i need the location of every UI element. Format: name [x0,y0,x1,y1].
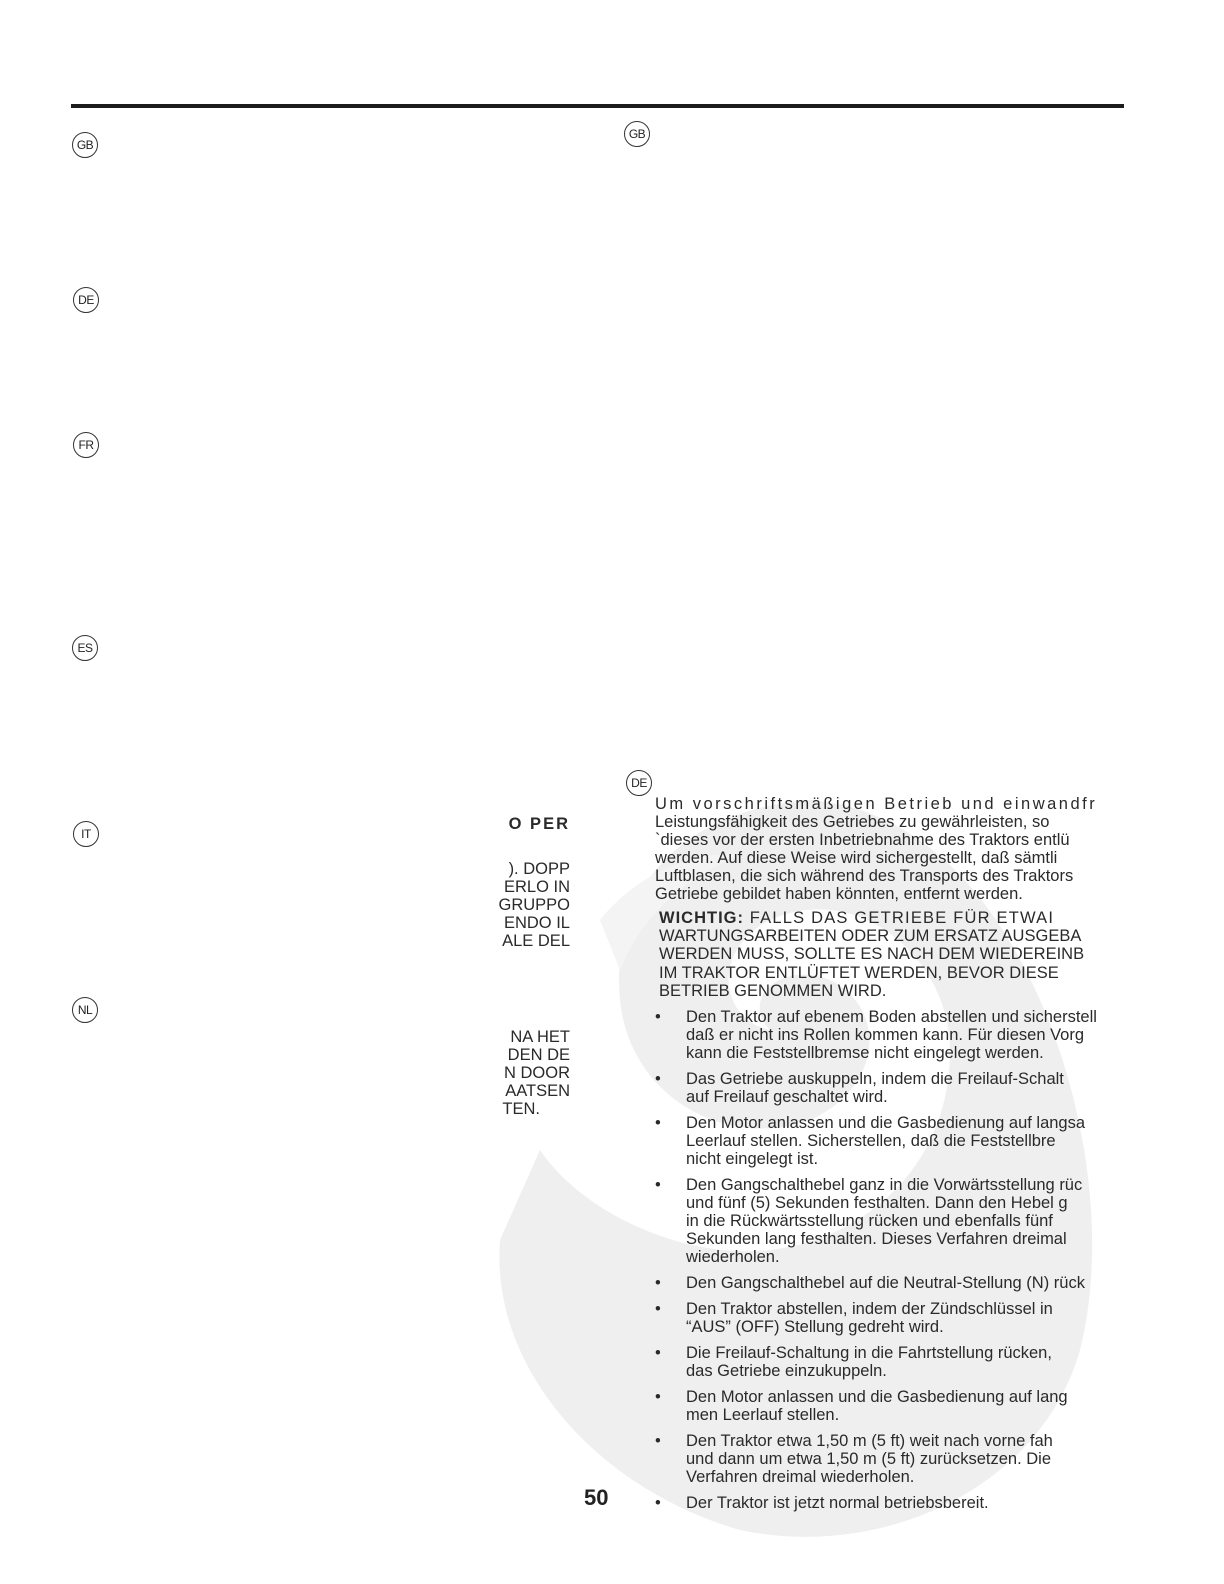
de-intro-line: werden. Auf diese Weise wird sichergestellt, daß sämtli [655,849,1058,867]
bullet-icon: • [655,1432,661,1451]
language-badge-nl-left: NL [72,997,98,1023]
de-warning-line: WERDEN MUSS, SOLLTE ES NACH DEM WIEDEREINB [659,945,1085,964]
language-badge-de-right: DE [626,770,652,796]
de-step-line: Die Freilauf-Schaltung in die Fahrtstellung rücken, [686,1344,1052,1363]
de-warning-line: IM TRAKTOR ENTLÜFTET WERDEN, BEVOR DIESE [659,963,1059,982]
bullet-icon: • [655,1300,661,1319]
de-step-item [655,1070,1103,1106]
de-intro-line: Luftblasen, die sich während des Transports des Traktors [655,867,1074,885]
de-step-item [655,1114,1103,1168]
bullet-icon: • [655,1008,661,1027]
de-step-item [655,1008,1103,1062]
de-step-item [655,1494,1103,1512]
de-step-item [655,1344,1103,1380]
de-warning-line [659,909,1103,927]
bullet-icon: • [655,1274,661,1293]
de-intro-line: Getriebe gebildet haben könnten, entfernt werden. [655,885,1023,903]
nl-fragment-line: TEN. [502,1100,540,1118]
de-step-line: in die Rückwärtsstellung rücken und ebenfalls fünf [686,1212,1053,1231]
de-warning-label: WICHTIG: [659,909,744,927]
de-step-line: Den Motor anlassen und die Gasbedienung auf lang [686,1388,1068,1407]
bullet-icon: • [655,1494,661,1513]
de-step-line: daß er nicht ins Rollen kommen kann. Für diesen Vorg [686,1026,1085,1045]
de-step-line: Den Gangschalthebel auf die Neutral-Stellung (N) rück [686,1274,1085,1293]
language-badge-it-left: IT [73,821,99,847]
de-step-item [655,1274,1103,1292]
de-step-line: “AUS” (OFF) Stellung gedreht wird. [686,1318,944,1337]
de-step-line: nicht eingelegt ist. [686,1150,819,1169]
de-warning-block [655,909,1103,1000]
bullet-icon: • [655,1070,661,1089]
it-fragment-line: ALE DEL [502,932,570,950]
de-step-line: Den Motor anlassen und die Gasbedienung auf langsa [686,1114,1086,1133]
language-badge-gb-left: GB [72,132,98,158]
bullet-icon: • [655,1114,661,1133]
bullet-icon: • [655,1388,661,1407]
de-warning-line: WARTUNGSARBEITEN ODER ZUM ERSATZ AUSGEBA [659,927,1082,946]
language-badge-gb-right: GB [624,121,650,147]
de-warning-first: FALLS DAS GETRIEBE FÜR ETWAI [743,909,1055,927]
bullet-icon: • [655,1176,661,1195]
nl-fragment-line: AATSEN [505,1082,570,1100]
de-step-item [655,1300,1103,1336]
de-intro-line: Leistungsfähigkeit des Getriebes zu gewährleisten, so [655,813,1050,831]
page-number: 50 [584,1485,609,1510]
it-fragment-line: GRUPPO [498,896,570,914]
de-intro-paragraph [655,795,1103,903]
bullet-icon: • [655,1344,661,1363]
de-step-line: Der Traktor ist jetzt normal betriebsbereit. [686,1494,989,1513]
language-badge-es-left: ES [72,635,98,661]
de-step-line: wiederholen. [686,1248,780,1267]
de-step-line: Den Gangschalthebel ganz in die Vorwärtsstellung rüc [686,1176,1083,1195]
de-step-line: das Getriebe einzukuppeln. [686,1362,887,1381]
de-step-line: men Leerlauf stellen. [686,1406,840,1425]
de-step-line: Verfahren dreimal wiederholen. [686,1468,915,1487]
de-step-line: Den Traktor auf ebenem Boden abstellen und sicherstell [686,1008,1097,1027]
de-step-line: und fünf (5) Sekunden festhalten. Dann den Hebel g [686,1194,1068,1213]
header-rule [71,104,1124,108]
de-step-line: auf Freilauf geschaltet wird. [686,1088,888,1107]
de-intro-line: `dieses vor der ersten Inbetriebnahme des Traktors entlü [655,831,1070,849]
de-step-line: und dann um etwa 1,50 m (5 ft) zurücksetzen. Die [686,1450,1052,1469]
it-fragment-line: ENDO IL [503,914,570,932]
de-step-line: kann die Feststellbremse nicht eingelegt werden. [686,1044,1044,1063]
de-step-item [655,1432,1103,1486]
language-badge-de-left: DE [73,287,99,313]
language-badge-fr-left: FR [73,432,99,458]
nl-fragment-line: N DOOR [504,1064,570,1082]
de-step-line: Leerlauf stellen. Sicherstellen, daß die Feststellbre [686,1132,1056,1151]
de-step-item [655,1176,1103,1266]
nl-fragment-line: DEN DE [507,1046,570,1064]
de-steps-list [655,1008,1103,1512]
de-section [655,795,1103,1520]
de-step-line: Sekunden lang festhalten. Dieses Verfahren dreimal [686,1230,1067,1249]
de-step-line: Den Traktor etwa 1,50 m (5 ft) weit nach vorne fah [686,1432,1053,1451]
nl-fragment-line: NA HET [510,1028,570,1046]
de-step-item [655,1388,1103,1424]
de-warning-line: BETRIEB GENOMMEN WIRD. [659,981,887,1000]
it-fragment-line: ERLO IN [503,878,570,896]
de-step-line: Den Traktor abstellen, indem der Zündschlüssel in [686,1300,1053,1319]
de-intro-line: Um vorschriftsmäßigen Betrieb und einwandfr [655,795,1098,813]
de-step-line: Das Getriebe auskuppeln, indem die Freilauf-Schalt [686,1070,1064,1089]
it-fragment-line: ). DOPP [508,860,570,878]
it-fragment-heading: O PER [508,815,570,833]
